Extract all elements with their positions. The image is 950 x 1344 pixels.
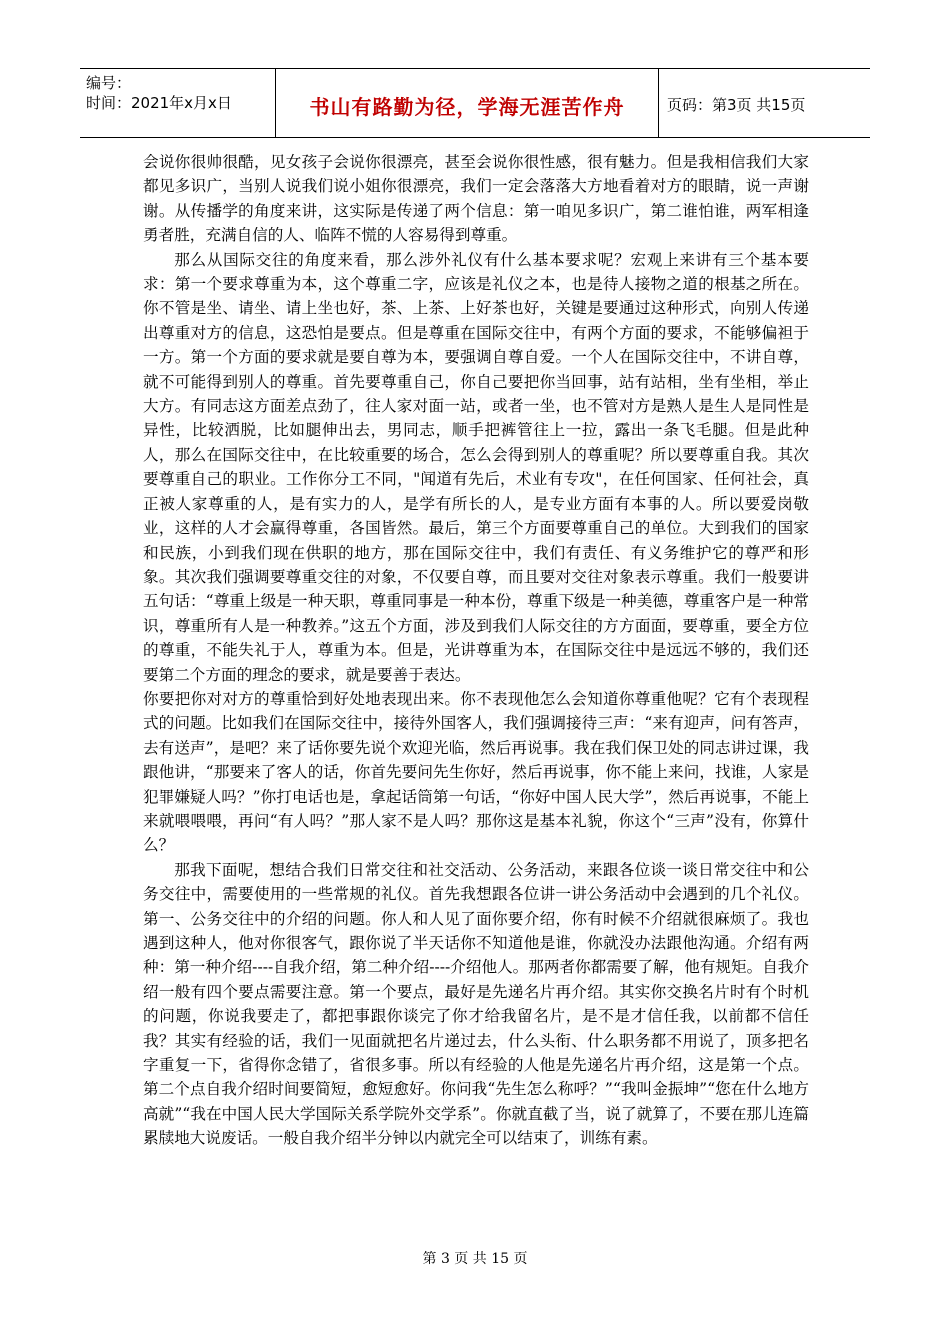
header-meta-cell [80, 69, 276, 137]
header-page-cell [659, 69, 870, 137]
body-paragraph: 那么从国际交往的角度来看，那么涉外礼仪有什么基本要求呢？宏观上来讲有三个基本要求：第一个要求尊重为本，这个尊重二字，应该是礼仪之本，也是待人接物之道的根基之所在。你不管是坐、请坐、请上坐也好，茶、上茶、上好茶也好，关键是要通过这种形式，向别人传递出尊重对方的信息，这恐怕是要点。但是尊重在国际交往中，有两个方面的要求，不能够偏袒于一方。第一个方面的要求就是要自尊为本，要强调自尊自爱。一个人在国际交往中，不讲自尊，就不可能得到别人的尊重。首先要尊重自己，你自己要把你当回事，站有站相，坐有坐相，举止大方。有同志这方面差点劲了，往人家对面一站，或者一坐，也不管对方是熟人是生人是同性是异性，比较洒脱，比如腿伸出去，男同志，顺手把裤管往上一拉，露出一条飞毛腿。但是此种人，那么在国际交往中，在比较重要的场合，怎么会得到别人的尊重呢？所以要尊重自我。其次要尊重自己的职业。工作你分工不同，"闻道有先后，术业有专攻"，在任何国家、任何社会，真正被人家尊重的人，是有实力的人，是学有所长的人，是专业方面有本事的人。所以要爱岗敬业，这样的人才会赢得尊重，各国皆然。最后，第三个方面要尊重自己的单位。大到我们的国家和民族，小到我们现在供职的地方，那在国际交往中，我们有责任、有义务维护它的尊严和形象。其次我们强调要尊重交往的对象，不仅要自尊，而且要对交往对象表示尊重。我们一般要讲五句话：“尊重上级是一种天职，尊重同事是一种本份，尊重下级是一种美德，尊重客户是一种常识，尊重所有人是一种教养。”这五个方面，涉及到我们人际交往的方方面面，要尊重，要全方位的尊重，不能失礼于人，尊重为本。但是，光讲尊重为本，在国际交往中是远远不够的，我们还要第二个方面的理念的要求，就是要善于表达。 [143, 250, 809, 684]
document-body [143, 150, 809, 1151]
body-paragraph: 你要把你对对方的尊重恰到好处地表现出来。你不表现他怎么会知道你尊重他呢？它有个表现程式的问题。比如我们在国际交往中，接待外国客人，我们强调接待三声：“来有迎声，问有答声，去有送声”，是吧？来了话你要先说个欢迎光临，然后再说事。我在我们保卫处的同志讲过课，我跟他讲，“那要来了客人的话，你首先要问先生你好，然后再说事，你不能上来问，找谁，人家是犯罪嫌疑人吗？”你打电话也是，拿起话筒第一句话，“你好中国人民大学”，然后再说事，不能上来就喂喂喂，再问“有人吗？”那人家不是人吗？那你这是基本礼貌，你这个“三声”没有，你算什么？ [143, 689, 809, 855]
header-motto: 书山有路勤为径，学海无涯苦作舟 [309, 95, 625, 119]
document-time-label: 时间：2021年x月x日 [86, 94, 232, 112]
header-motto-cell [276, 69, 659, 137]
page-header [80, 68, 870, 138]
body-paragraph: 会说你很帅很酷，见女孩子会说你很漂亮，甚至会说你很性感，很有魅力。但是我相信我们大家都见多识广，当别人说我们说小姐你很漂亮，我们一定会落落大方地看着对方的眼睛，说一声谢谢。从传播学的角度来讲，这实际是传递了两个信息：第一咱见多识广，第二谁怕谁，两军相逢勇者胜，充满自信的人、临阵不慌的人容易得到尊重。 [143, 153, 809, 245]
header-page-code: 页码：第3页 共15页 [667, 96, 806, 114]
body-paragraph: 那我下面呢，想结合我们日常交往和社交活动、公务活动，来跟各位谈一谈日常交往中和公务交往中，需要使用的一些常规的礼仪。首先我想跟各位讲一讲公务活动中会遇到的几个礼仪。第一、公务交往中的介绍的问题。你人和人见了面你要介绍，你有时候不介绍就很麻烦了。我也遇到这种人，他对你很客气，跟你说了半天话你不知道他是谁，你就没办法跟他沟通。介绍有两种：第一种介绍----自我介绍，第二种介绍----介绍他人。那两者你都需要了解，他有规矩。自我介绍一般有四个要点需要注意。第一个要点，最好是先递名片再介绍。其实你交换名片时有个时机的问题，你说我要走了，都把事跟你谈完了你才给我留名片，是不是才信任我，以前都不信任我？其实有经验的话，我们一见面就把名片递过去，什么头衔、什么职务都不用说了，顶多把名字重复一下，省得你念错了，省很多事。所以有经验的人他是先递名片再介绍，这是第一个点。第二个点自我介绍时间要简短，愈短愈好。你问我“先生怎么称呼？”“我叫金振坤”“您在什么地方高就”“我在中国人民大学国际关系学院外交学系”。你就直截了当，说了就算了，不要在那儿连篇累牍地大说废话。一般自我介绍半分钟以内就完全可以结束了，训练有素。 [143, 860, 809, 1148]
page-footer: 第 3 页 共 15 页 [422, 1251, 528, 1267]
document-number-label: 编号： [86, 74, 132, 92]
